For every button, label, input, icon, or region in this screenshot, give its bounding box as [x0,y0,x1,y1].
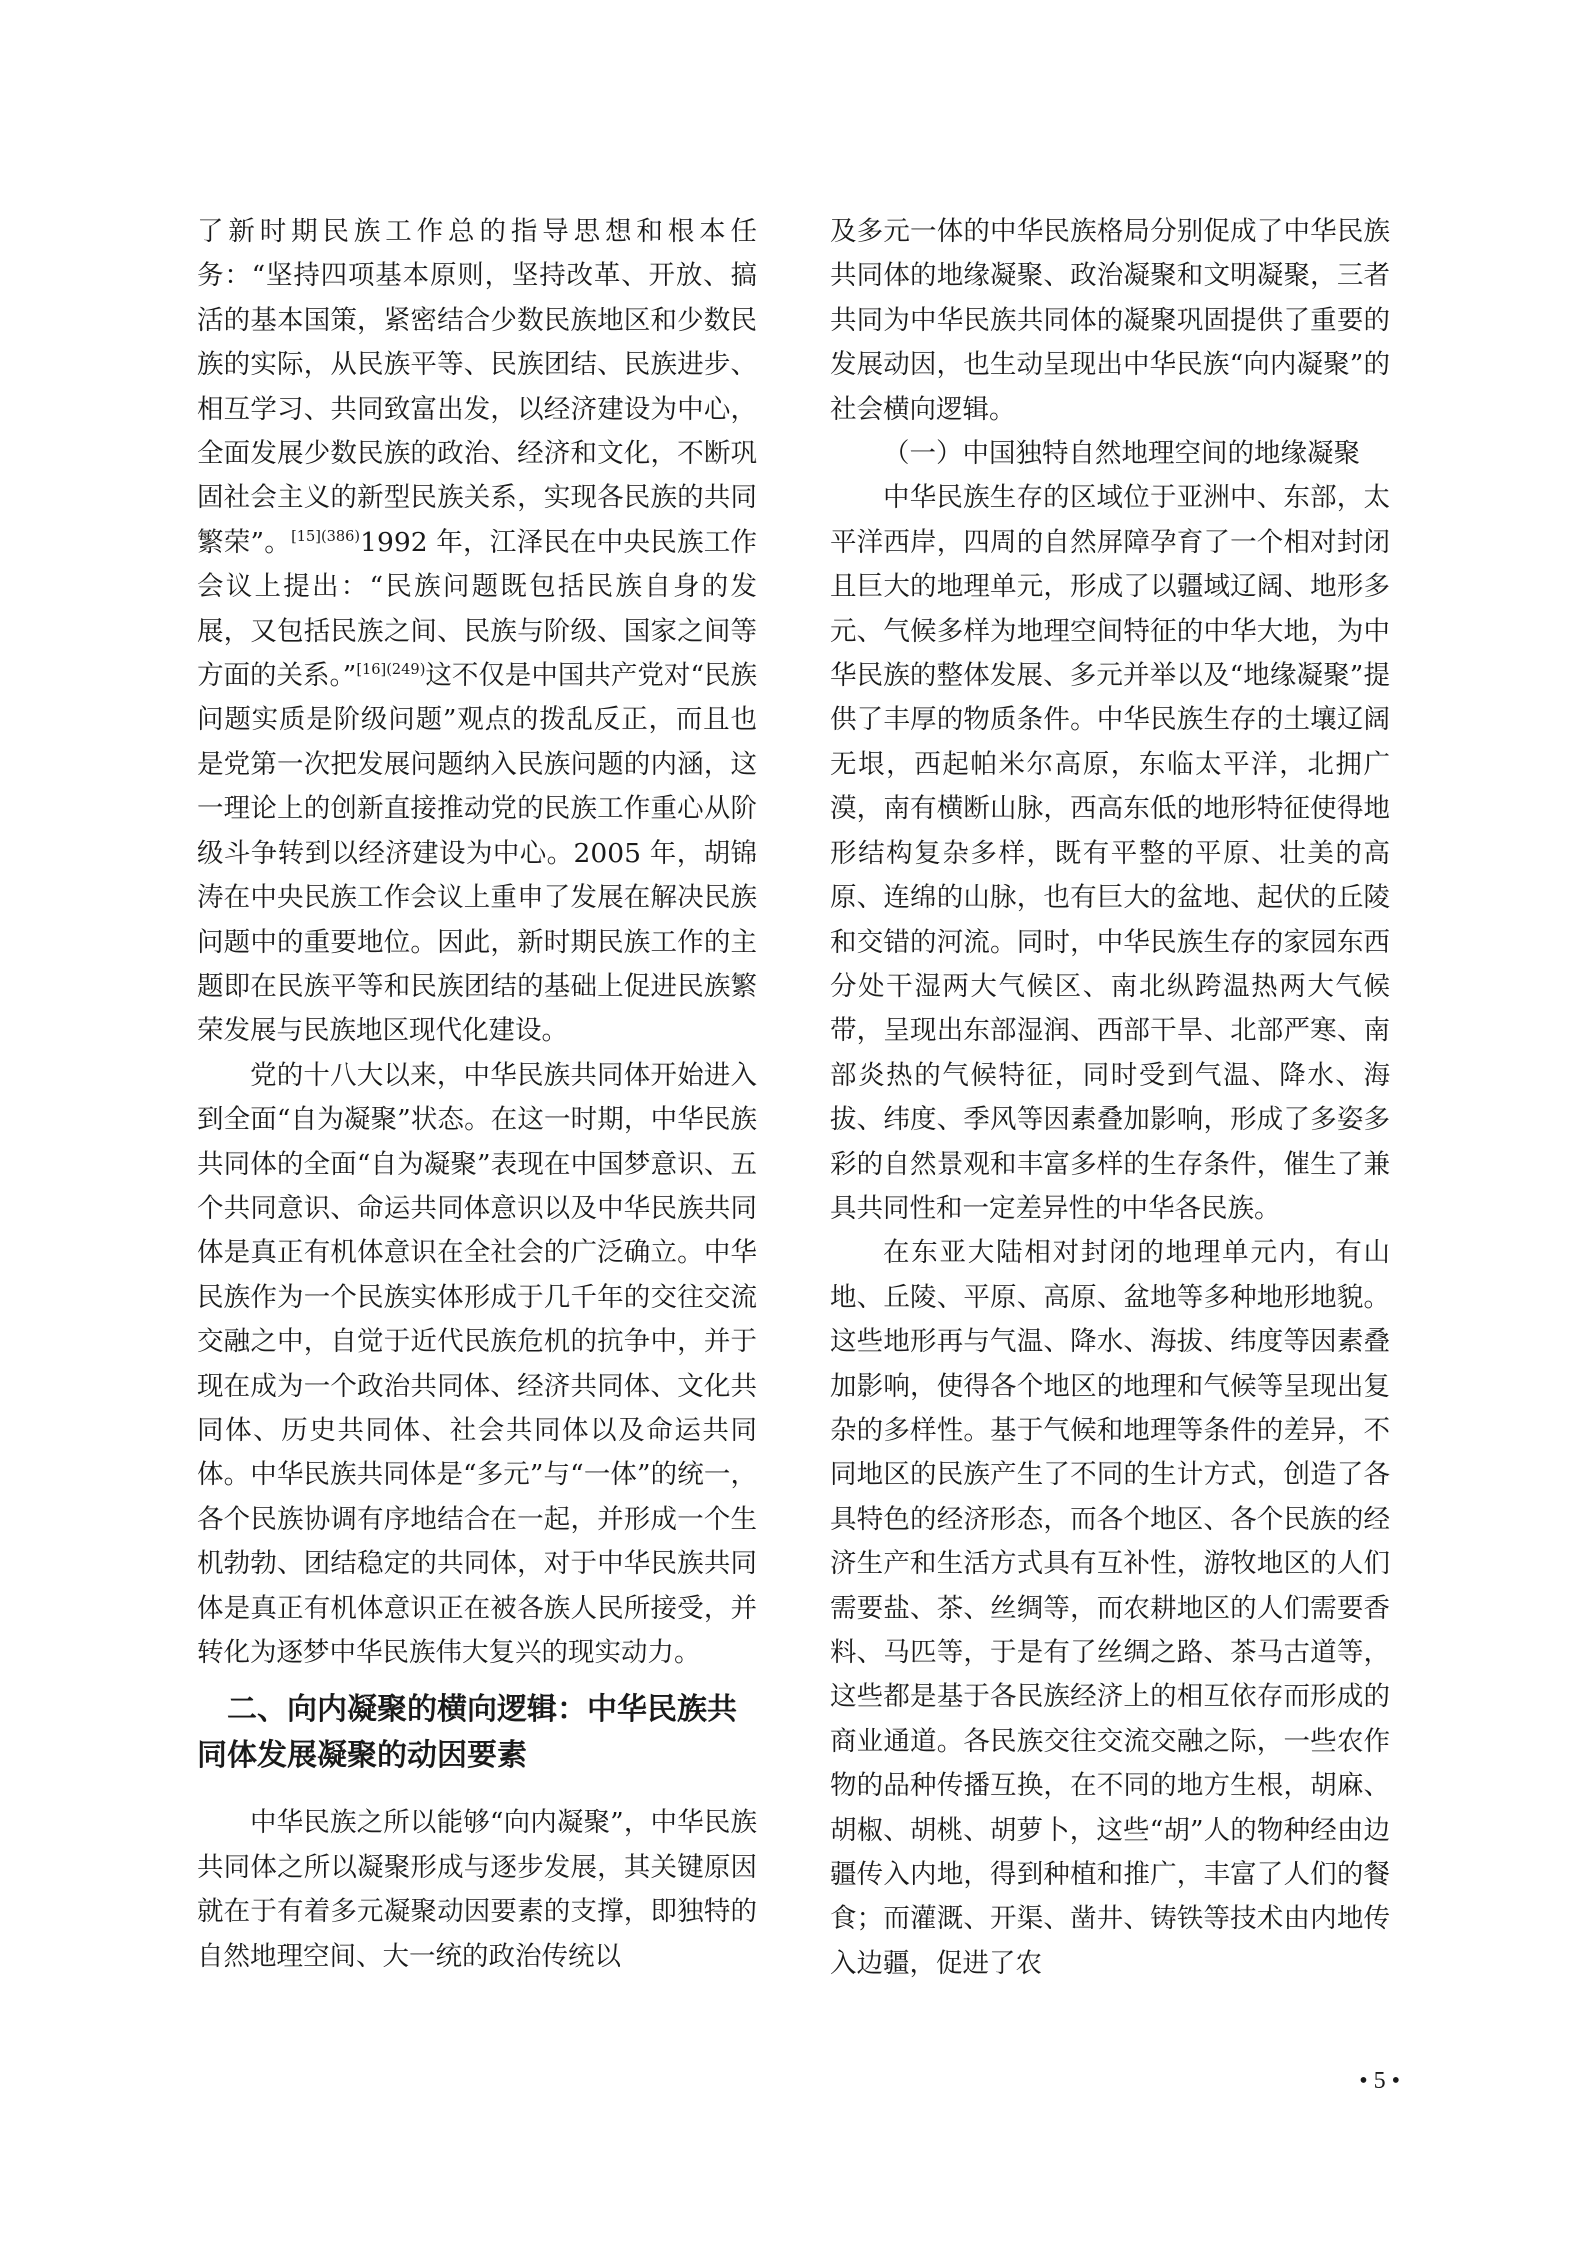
paragraph: 及多元一体的中华民族格局分别促成了中华民族共同体的地缘凝聚、政治凝聚和文明凝聚，三者共同为中华民族共同体的凝聚巩固提供了重要的发展动因，也生动呈现出中华民族“向内凝聚”的社会横向逻辑。 [830,216,1390,425]
right-column [830,210,1390,1986]
subsection-heading: （一）中国独特自然地理空间的地缘凝聚 [883,438,1360,470]
paragraph: 了新时期民族工作总的指导思想和根本任务：“坚持四项基本原则，坚持改革、开放、搞活的基本国策，紧密结合少数民族地区和少数民族的实际，从民族平等、民族团结、民族进步、相互学习、共同致富出发，以经济建设为中心，全面发展少数民族的政治、经济和文化，不断巩固社会主义的新型民族关系，实现各民族的共同繁荣”。$^{[15](386)}$1992 年，江泽民在中央民族工作会议上提出：“民族问题既包括民族自身的发展，又包括民族之间、民族与阶级、国家之间等方面的关系。”$^{[16](249)}$这不仅是中国共产党对“民族问题实质是阶级问题”观点的拨乱反正，而且也是党第一次把发展问题纳入民族问题的内涵，这一理论上的创新直接推动党的民族工作重心从阶级斗争转到以经济建设为中心。2005 年，胡锦涛在中央民族工作会议上重申了发展在解决民族问题中的重要地位。因此，新时期民族工作的主题即在民族平等和民族团结的基础上促进民族繁荣发展与民族地区现代化建设。 [197,216,757,1047]
citation: [16](249) [356,661,426,679]
section-heading: 二、向内凝聚的横向逻辑：中华民族共同体发展凝聚的动因要素 [197,1692,737,1774]
page-number: • 5 • [1359,2068,1400,2094]
citation: [15](386) [291,528,361,546]
paragraph: 中华民族之所以能够“向内凝聚”，中华民族共同体之所以凝聚形成与逐步发展，其关键原因就在于有着多元凝聚动因要素的支撑，即独特的自然地理空间、大一统的政治传统以 [197,1807,757,1972]
left-column [197,210,757,1979]
paragraph: 党的十八大以来，中华民族共同体开始进入到全面“自为凝聚”状态。在这一时期，中华民族共同体的全面“自为凝聚”表现在中国梦意识、五个共同意识、命运共同体意识以及中华民族共同体是真正有机体意识在全社会的广泛确立。中华民族作为一个民族实体形成于几千年的交往交流交融之中，自觉于近代民族危机的抗争中，并于现在成为一个政治共同体、经济共同体、文化共同体、历史共同体、社会共同体以及命运共同体。中华民族共同体是“多元”与“一体”的统一，各个民族协调有序地结合在一起，并形成一个生机勃勃、团结稳定的共同体，对于中华民族共同体是真正有机体意识正在被各族人民所接受，并转化为逐梦中华民族伟大复兴的现实动力。 [197,1059,757,1668]
paragraph: 在东亚大陆相对封闭的地理单元内，有山地、丘陵、平原、高原、盆地等多种地形地貌。这些地形再与气温、降水、海拔、纬度等因素叠加影响，使得各个地区的地理和气候等呈现出复杂的多样性。基于气候和地理等条件的差异，不同地区的民族产生了不同的生计方式，创造了各具特色的经济形态，而各个地区、各个民族的经济生产和生活方式具有互补性，游牧地区的人们需要盐、茶、丝绸等，而农耕地区的人们需要香料、马匹等，于是有了丝绸之路、茶马古道等，这些都是基于各民族经济上的相互依存而形成的商业通道。各民族交往交流交融之际，一些农作物的品种传播互换，在不同的地方生根，胡麻、胡椒、胡桃、胡萝卜，这些“胡”人的物种经由边疆传入内地，得到种植和推广，丰富了人们的餐食；而灌溉、开渠、凿井、铸铁等技术由内地传入边疆，促进了农 [830,1237,1390,1979]
paragraph: 中华民族生存的区域位于亚洲中、东部，太平洋西岸，四周的自然屏障孕育了一个相对封闭且巨大的地理单元，形成了以疆域辽阔、地形多元、气候多样为地理空间特征的中华大地，为中华民族的整体发展、多元并举以及“地缘凝聚”提供了丰厚的物质条件。中华民族生存的土壤辽阔无垠，西起帕米尔高原，东临太平洋，北拥广漠，南有横断山脉，西高东低的地形特征使得地形结构复杂多样，既有平整的平原、壮美的高原、连绵的山脉，也有巨大的盆地、起伏的丘陵和交错的河流。同时，中华民族生存的家园东西分处干湿两大气候区、南北纵跨温热两大气候带，呈现出东部湿润、西部干旱、北部严寒、南部炎热的气候特征，同时受到气温、降水、海拔、纬度、季风等因素叠加影响，形成了多姿多彩的自然景观和丰富多样的生存条件，催生了兼具共同性和一定差异性的中华各民族。 [830,482,1390,1224]
